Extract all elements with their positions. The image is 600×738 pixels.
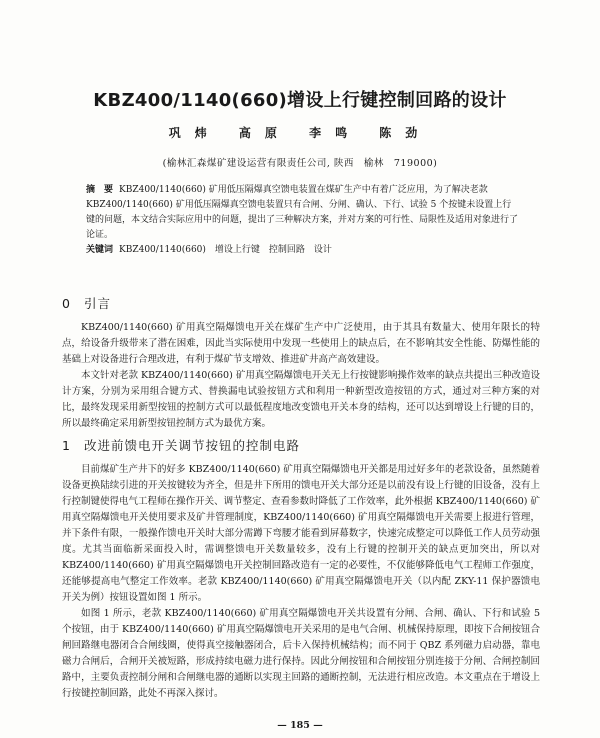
paragraph: 目前煤矿生产井下的好多 KBZ400/1140(660) 矿用真空隔爆馈电开关都是用过好多年的老款设备，虽然随着设备更换陆续引进的开关按键较为齐全，但是井下所用的馈电开关大部分还是以前没有设上行键的旧设备，没有上行控制键使得电气工程师在操作开关、调节整定、查看参数时降低了工作效率，此外根据 KBZ400/1140(660) 矿用真空隔爆馈电开关使用要求及矿井管理制度，KBZ400/1140(660) 矿用真空隔爆馈电开关需要上报进行管理，并下条件有限，一般操作馈电开关时大部分需蹲下弯腰才能看到屏幕数字，快速完成整定可以降低工作人员劳动强度。尤其当面临新采面投入时，需调整馈电开关数量较多，没有上行键的控制开关的缺点更加突出，所以对 KBZ400/1140(660) 矿用真空隔爆馈电开关控制回路改造有一定的必要性，不仅能够降低电气工程师工作强度，还能够提高电气整定工作效率。老款 KBZ400/1140(660) 矿用真空隔爆馈电开关（以内配 ZKY-11 保护器馈电开关为例）按钮设置如图 1 所示。 [62,464,540,603]
section-body-0 [62,320,540,432]
keywords [86,243,520,258]
section-title: 改进前馈电开关调节按钮的控制电路 [84,438,301,453]
section-title: 引言 [84,296,112,311]
keywords-text: KBZ400/1140(660) 增设上行键 控制回路 设计 [119,245,332,255]
keywords-label: 关键词 [86,245,114,255]
author-list: 巩炜 高原 李鸣 陈劲 [168,126,432,140]
section-heading-1 [62,436,542,454]
section-body-1 [62,462,540,702]
paragraph: 如图 1 所示，老款 KBZ400/1140(660) 矿用真空隔爆馈电开关共设置有分闸、合闸、确认、下行和试验 5 个按钮，由于 KBZ400/1140(660) 矿用真空隔爆馈电开关采用的是电气合闸、机械保持原理，即按下合闸按钮合闸回路继电器闭合合闸线圈，使得真空接触器闭合，后卡入保持机械结构；而不同于 QBZ 系列磁力启动器，靠电磁力合闸后，合闸开关被短路，形成持续电磁力进行保持。因此分闸按钮和合闸按钮分别连接于分闸、合闸控制回路中，主要负责控制分闸和合闸继电器的通断以实现主回路的通断控制，无法进行相应改造。本文重点在于增设上行按键控制回路，此处不再深入探讨。 [62,608,540,699]
abstract-text: KBZ400/1140(660) 矿用低压隔爆真空馈电装置在煤矿生产中有着广泛应用，为了解决老款 KBZ400/1140(660) 矿用低压隔爆真空馈电装置只有合闸、分闸、确认、下行、试验 5 个按键未设置上行键的问题，本文结合实际应用中的问题，提出了三种解决方案，并对方案的可行性、局限性及适用对象进行了论证。 [86,185,519,240]
section-heading-0 [62,294,542,312]
abstract-block [86,183,520,258]
abstract [86,183,520,243]
paper-title: KBZ400/1140(660)增设上行键控制回路的设计 [93,90,507,111]
section-number: 0 [62,296,71,311]
paragraph: KBZ400/1140(660) 矿用真空隔爆馈电开关在煤矿生产中广泛使用，由于其具有数量大、使用年限长的特点，给设备升级带来了潜在困难，因此当实际使用中发现一些使用上的缺点后，在不影响其安全性能、防爆性能的基础上对设备进行合理改进，有利于煤矿节支增效、推进矿井高产高效建设。 [62,322,540,365]
page-number: — 185 — [277,720,323,731]
abstract-label: 摘 要 [86,185,114,195]
affiliation: (榆林汇森煤矿建设运营有限责任公司, 陕西 榆林 719000) [162,158,438,169]
paragraph: 本文针对老款 KBZ400/1140(660) 矿用真空隔爆馈电开关无上行按键影响操作效率的缺点共提出三种改造设计方案，分别为采用组合键方式、替换漏电试验按钮方式和利用一种新型改造按钮的方式，通过对三种方案的对比，最终发现采用新型按钮的控制方式可以最低程度地改变馈电开关本身的结构，还可以达到增设上行键的目的，所以最终确定采用新型按钮控制方式为最优方案。 [62,370,540,429]
section-number: 1 [62,438,71,453]
